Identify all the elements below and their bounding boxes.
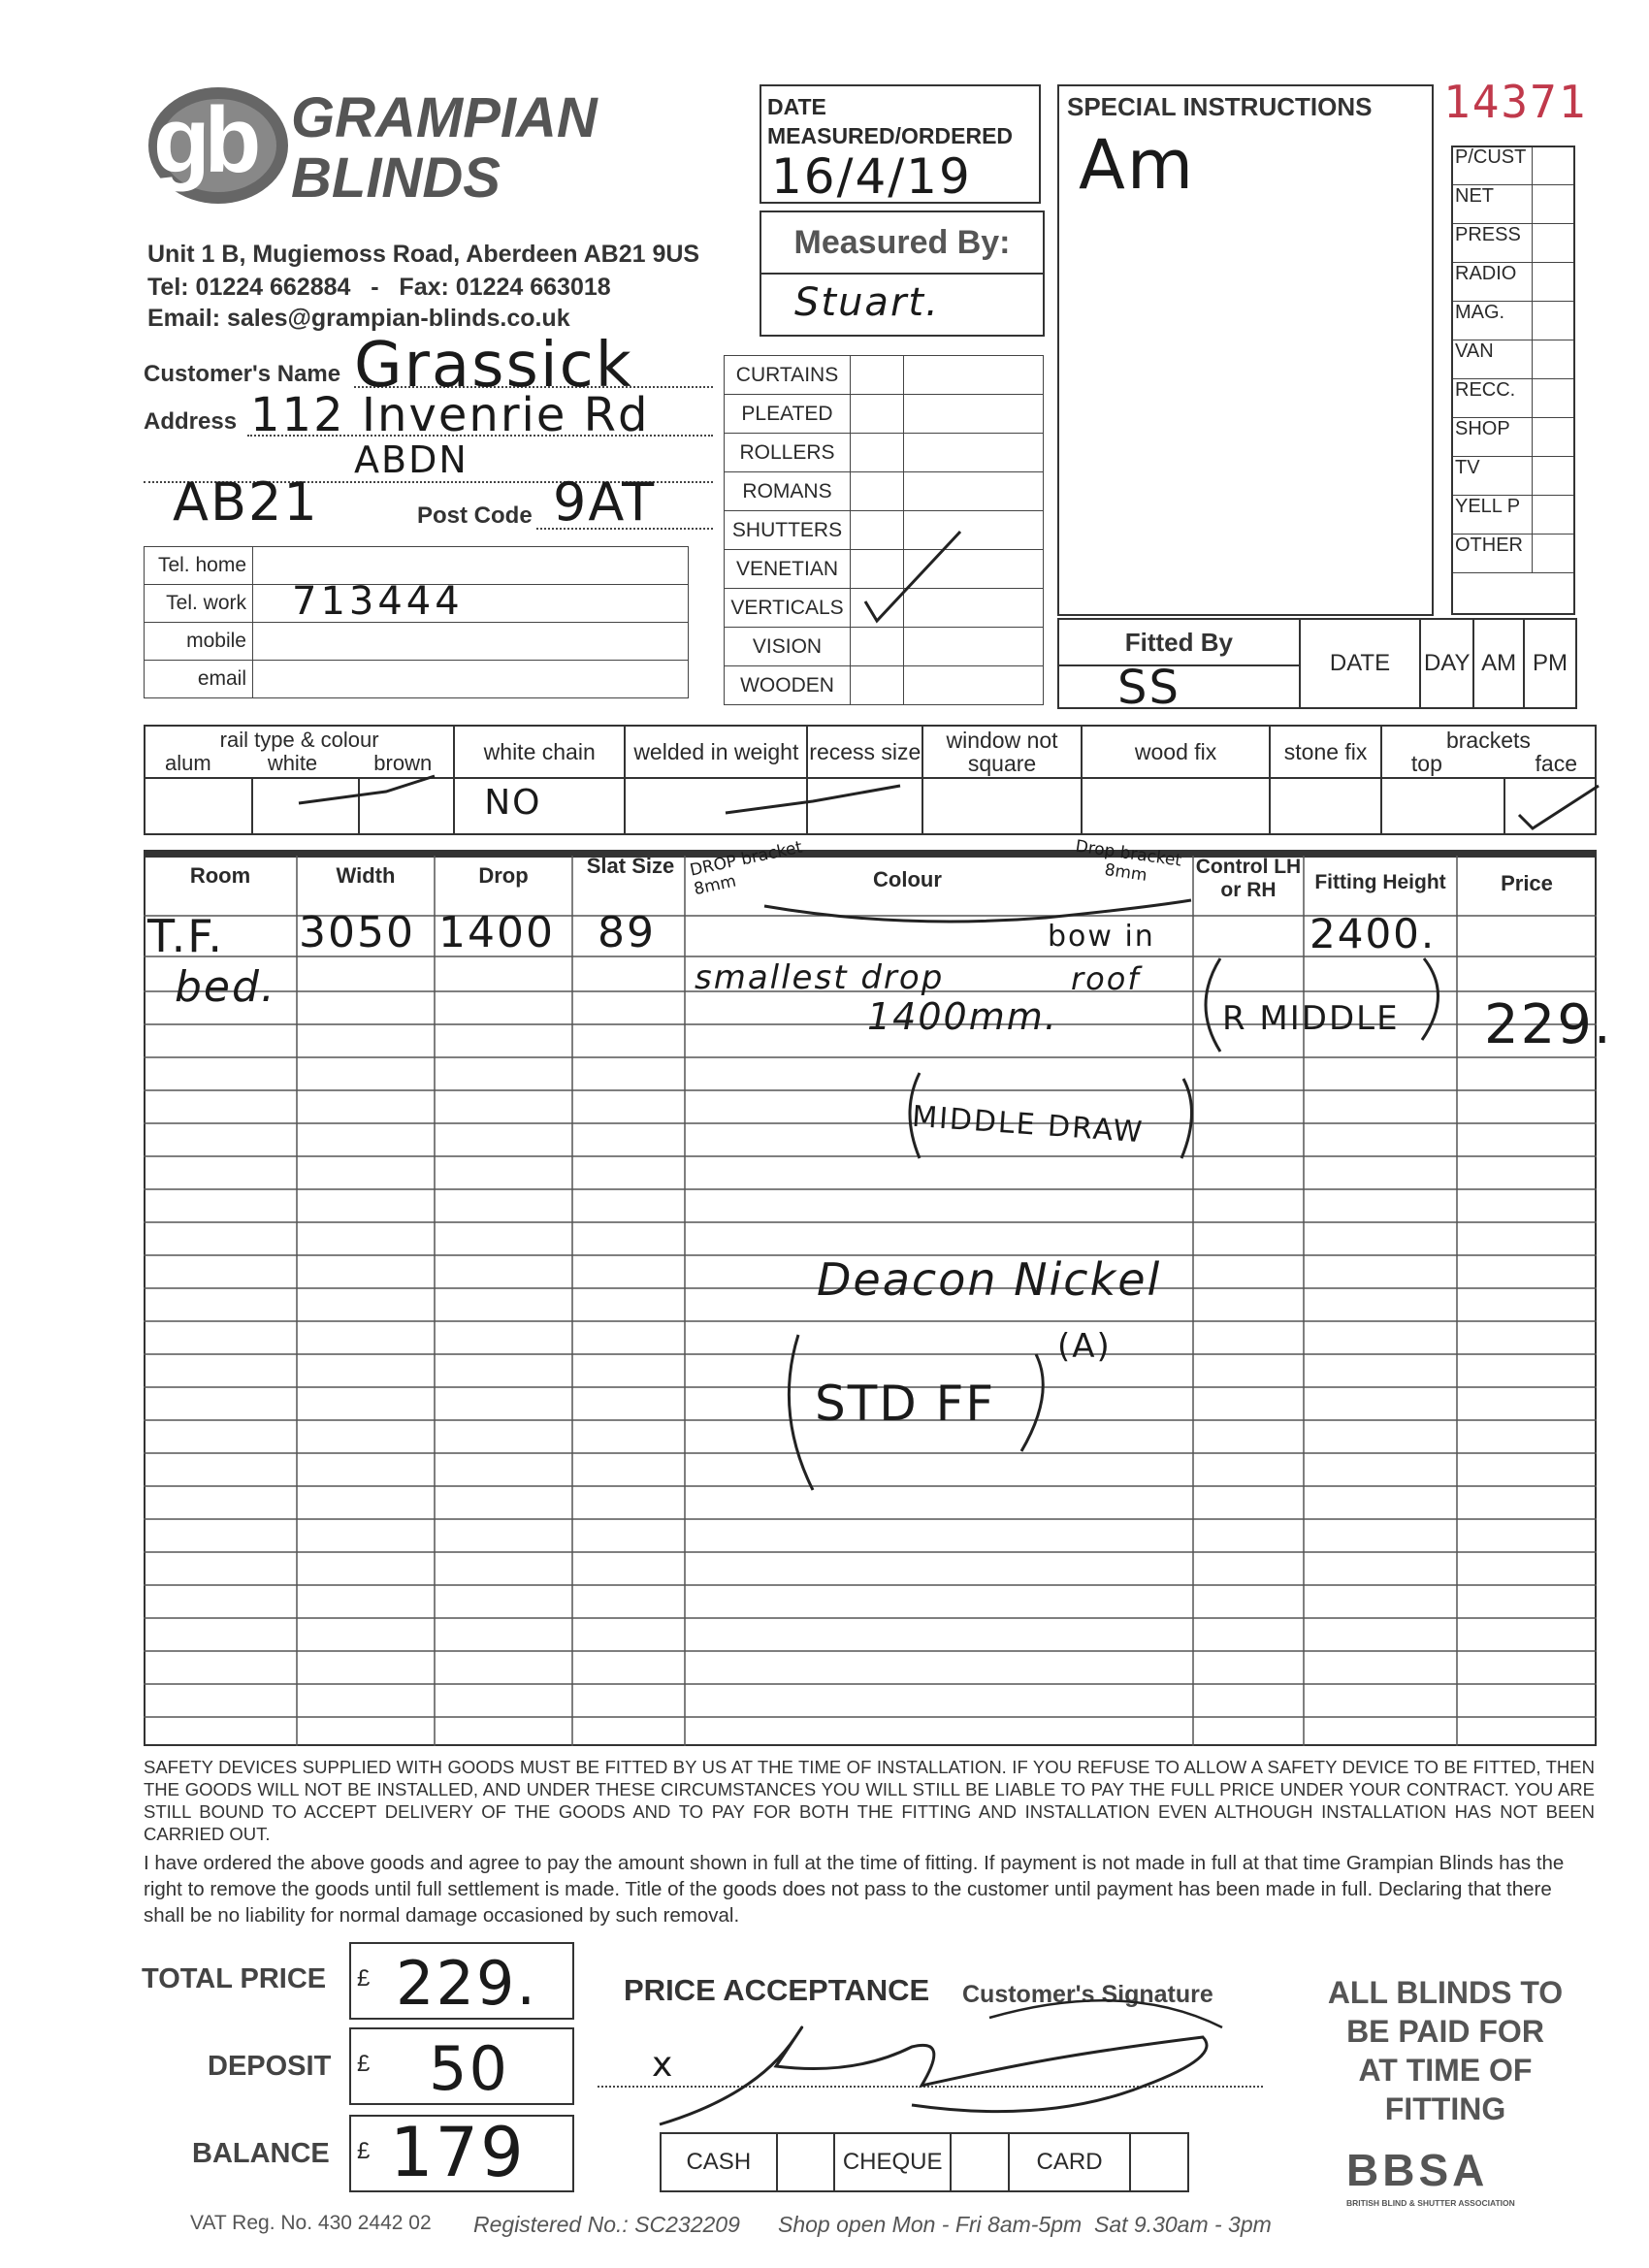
special-instructions-box [1057,84,1434,616]
notice-line2: BE PAID FOR [1346,2014,1544,2049]
row1-drop[interactable]: 1400 [438,908,555,957]
bbsa-logo: BBSA [1346,2145,1489,2195]
product-checkbox[interactable] [851,395,904,434]
fit-date-label: DATE [1300,619,1421,708]
deposit-box[interactable] [349,2027,574,2105]
fit-am-label: AM [1473,619,1524,708]
safety-terms: SAFETY DEVICES SUPPLIED WITH GOODS MUST BE FITTED BY US AT THE TIME OF INSTALLATION. IF YOU REFUSE TO ALLOW A SAFETY DEVICE TO BE FITTED, THEN THE GOODS WILL NOT BE INSTALLED, AND UNDER THESE CIRCUMSTANCES YOU WILL STILL BE LIABLE TO PAY THE FULL PRICE UNDER YOUR CONTRACT. YOU ARE STILL BOUND TO ACCEPT DELIVERY OF THE GOODS AND TO PAY FOR BOTH THE FITTING AND INSTALLATION EVEN ALTHOUGH INSTALLATION HAS NOT BEEN CARRIED OUT. [144,1757,1595,1844]
date-label: DATE MEASURED/ORDERED [767,94,1014,148]
source-label: RECC. [1452,379,1533,418]
fit-day-label: DAY [1420,619,1473,708]
header-width: Width [336,863,396,888]
cheque-box[interactable] [951,2133,1009,2191]
shop-hours: Shop open Mon - Fri 8am-5pm Sat 9.30am - 3pm [778,2212,1272,2237]
source-label: P/CUST [1452,146,1533,185]
note-std-ff: STD FF [815,1376,996,1432]
card-option[interactable]: CARD [1009,2133,1131,2191]
header-drop: Drop [478,863,529,888]
deposit-label: DEPOSIT [208,2051,332,2082]
contact-value: 713444 [292,579,464,624]
alum-label: alum [165,751,211,775]
notice-line3: AT TIME OF [1358,2053,1533,2088]
product-row [725,628,1044,666]
fitted-by-label: Fitted By [1058,619,1300,665]
payment-notice [1300,1973,1591,2128]
fitted-by-value: SS [1117,661,1180,715]
product-label: CURTAINS [725,356,851,395]
address-line3[interactable]: AB21 [173,471,319,533]
measured-by-box [760,211,1045,337]
contact-field[interactable] [253,579,689,624]
row1-colour[interactable]: bow in [1048,920,1155,954]
source-label: PRESS [1452,224,1533,263]
row2-room[interactable]: bed. [175,962,276,1012]
total-price-value: 229. [396,1948,538,2019]
company-phone: Tel: 01224 662884 - Fax: 01224 663018 [147,274,611,301]
brand-name-line1: GRAMPIAN [291,86,598,149]
order-handwritten-marks [144,850,1597,1746]
product-label: PLEATED [725,395,851,434]
source-label: VAN [1452,340,1533,379]
product-checkbox[interactable] [851,666,904,705]
signature-x-mark: x [652,2045,675,2085]
total-price-label: TOTAL PRICE [142,1963,327,1994]
contact-row [145,661,689,698]
customer-name-value[interactable]: Grassick [354,330,633,402]
header-fitting-height: Fitting Height [1314,871,1446,893]
balance-label: BALANCE [192,2138,330,2169]
contact-table [144,546,689,698]
postcode-label: Post Code [417,502,533,529]
note-colour: Deacon Nickel [817,1253,1162,1306]
product-checkbox[interactable] [851,434,904,472]
source-label: TV [1452,457,1533,496]
logo-letters: gb [153,88,256,192]
date-value[interactable]: 16/4/19 [771,148,972,205]
fit-pm-label: PM [1524,619,1576,708]
notice-line4: FITTING [1384,2091,1506,2126]
postcode-value[interactable]: 9AT [553,471,657,533]
white-chain-value: NO [484,783,542,823]
brand-name-line2: BLINDS [291,146,501,210]
row1-fitting-height[interactable]: 2400. [1310,910,1437,957]
product-qty[interactable] [904,472,1044,511]
balance-currency: £ [357,2138,371,2164]
product-row [725,434,1044,472]
company-email: Email: sales@grampian-blinds.co.uk [147,305,570,332]
rail-type-label: rail type & colour [219,728,379,752]
total-price-currency: £ [357,1965,371,1992]
source-label: OTHER [1452,535,1533,573]
cash-option[interactable]: CASH [661,2133,777,2191]
source-label: RADIO [1452,263,1533,302]
contact-row [145,623,689,661]
cheque-option[interactable]: CHEQUE [834,2133,951,2191]
product-checkbox[interactable] [851,472,904,511]
source-label: MAG. [1452,302,1533,340]
row1-width[interactable]: 3050 [299,908,415,957]
colour-note-left: DROP bracket 8mm [688,837,804,900]
special-instructions-value[interactable]: Am [1079,125,1196,205]
deposit-currency: £ [357,2051,371,2077]
agreement-terms: I have ordered the above goods and agree to pay the amount shown in full at the time of fitting. If payment is not made in full at that time Grampian Blinds has the right to remove the goods until full settlement is made. Title of the goods does not pass to the customer until payment has been made in full. Declaring that there shall be no liability for normal damage occasioned by such removal. [144,1852,1565,1927]
product-label: WOODEN [725,666,851,705]
stone-fix-label: stone fix [1270,726,1381,778]
date-measured-box [760,84,1041,204]
header-control: Control LH or RH [1195,856,1302,901]
contact-label: Tel. home [145,547,253,585]
contact-label: Tel. work [145,585,253,623]
product-label: SHUTTERS [725,511,851,550]
header-room: Room [189,863,251,888]
row3-colour[interactable]: 1400mm. [867,995,1058,1038]
bbsa-subtitle: BRITISH BLIND & SHUTTER ASSOCIATION [1346,2198,1515,2208]
colour-note-right: Drop bracket 8mm [1074,836,1183,886]
product-qty[interactable] [904,356,1044,395]
contact-row [145,585,689,623]
company-address: Unit 1 B, Mugiemoss Road, Aberdeen AB21 9US [147,241,700,268]
product-checkbox[interactable] [851,356,904,395]
row3-price[interactable]: 229. [1484,993,1613,1056]
balance-box[interactable] [349,2115,574,2192]
product-label: VENETIAN [725,550,851,589]
row3-control[interactable]: R MIDDLE [1222,999,1400,1038]
source-label: SHOP [1452,418,1533,457]
product-label: ROMANS [725,472,851,511]
balance-value: 179 [390,2113,526,2192]
recess-size-label: recess size [807,726,922,778]
note-middle-draw: MIDDLE DRAW [911,1099,1146,1150]
address-label: Address [144,408,238,435]
measured-by-label: Measured By: [793,224,1011,261]
header-price: Price [1501,871,1553,895]
customer-signature[interactable] [621,1979,1261,2154]
header-colour: Colour [873,867,942,891]
white-label: white [267,751,318,775]
product-qty[interactable] [904,666,1044,705]
white-chain-label: white chain [454,726,625,778]
window-not-square-label: window not square [922,726,1082,778]
card-box[interactable] [1130,2133,1188,2191]
brackets-label: brackets [1445,728,1531,753]
product-label: ROLLERS [725,434,851,472]
company-logo [146,80,291,206]
wood-fix-label: wood fix [1082,726,1270,778]
options-handwritten-ticks [144,757,1618,844]
notice-line1: ALL BLINDS TO [1327,1975,1564,2010]
product-row [725,666,1044,705]
customer-name-label: Customer's Name [144,361,341,387]
contact-label: email [145,661,253,698]
source-label: YELL P [1452,496,1533,535]
product-row [725,472,1044,511]
fitted-by-field[interactable] [1058,661,1300,715]
measured-by-value[interactable]: Stuart. [794,280,940,325]
contact-field[interactable] [253,661,689,698]
customer-signature-label: Customer's Signature [962,1981,1213,2008]
product-qty[interactable] [904,395,1044,434]
total-price-box[interactable] [349,1942,574,2020]
note-a: (A) [1057,1327,1112,1366]
row1-room[interactable]: T.F. [147,910,224,962]
verticals-check-mark [854,524,970,631]
product-qty[interactable] [904,434,1044,472]
product-checkbox[interactable] [851,628,904,666]
fitted-by-table [1057,618,1577,715]
product-label: VERTICALS [725,589,851,628]
price-acceptance-title: PRICE ACCEPTANCE [624,1973,930,2007]
product-row [725,395,1044,434]
row1-slat[interactable]: 89 [598,908,656,957]
header-slat: Slat Size [586,854,675,878]
address-line1[interactable]: 112 Invenrie Rd [250,388,650,442]
product-qty[interactable] [904,628,1044,666]
registered-number: Registered No.: SC232209 [473,2212,740,2237]
brackets-face-label: face [1535,751,1577,776]
special-instructions-label: SPECIAL INSTRUCTIONS [1067,92,1373,121]
product-row [725,356,1044,395]
payment-method-table [660,2132,1189,2192]
welded-weight-label: welded in weight [625,726,807,778]
contact-label: mobile [145,623,253,661]
source-label: NET [1452,185,1533,224]
vat-number: VAT Reg. No. 430 2442 02 [190,2212,432,2234]
row2-colour-b[interactable]: roof [1071,960,1141,997]
address-line2[interactable]: ABDN [354,438,469,481]
row2-colour-a[interactable]: smallest drop [695,958,945,997]
contact-field[interactable] [253,623,689,661]
brown-label: brown [373,751,433,775]
deposit-value: 50 [429,2033,509,2104]
brackets-top-label: top [1410,751,1442,776]
product-label: VISION [725,628,851,666]
form-number: 14371 [1443,76,1588,128]
cash-box[interactable] [777,2133,835,2191]
